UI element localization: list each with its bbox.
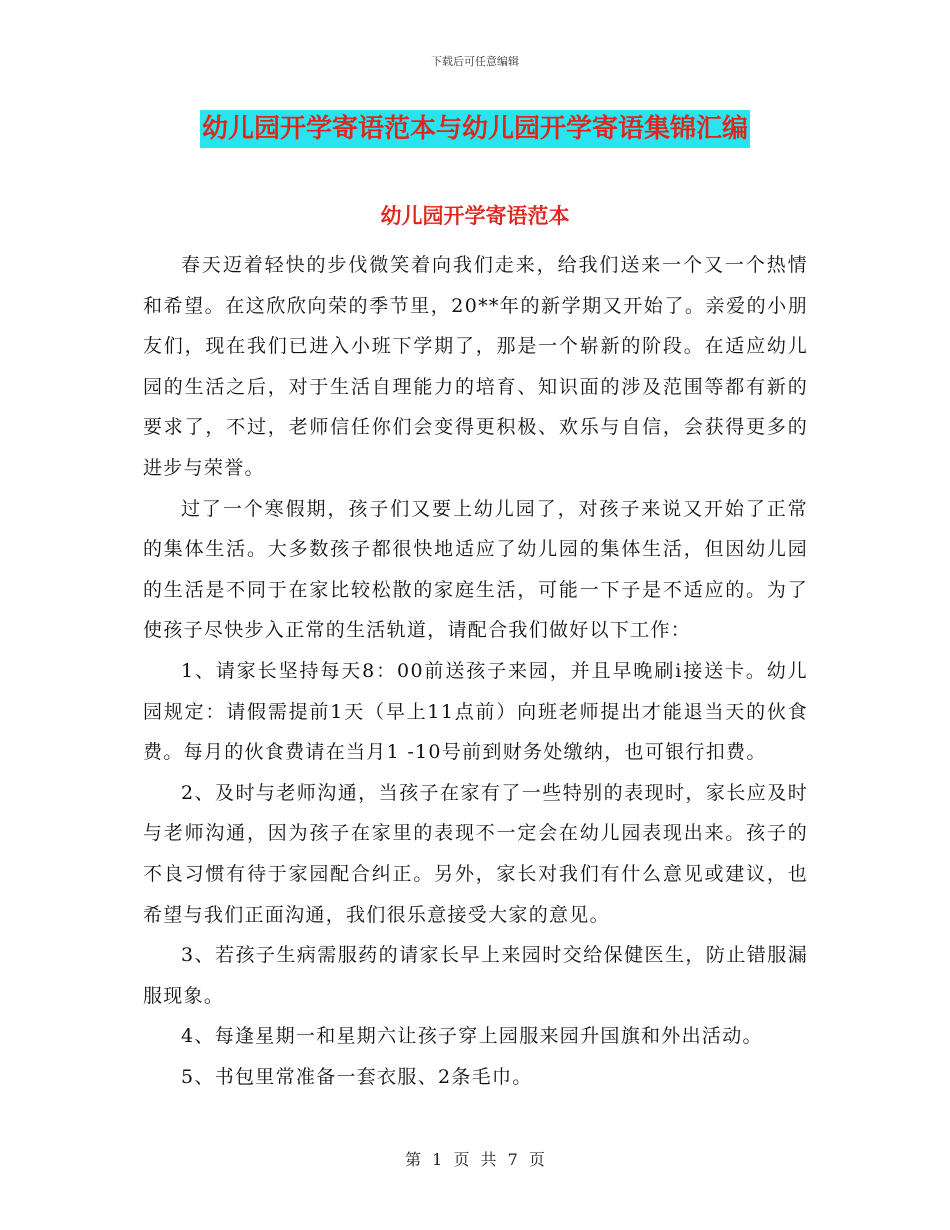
paragraph-item-5: 5、书包里常准备一套衣服、2条毛巾。 — [181, 1065, 533, 1088]
document-body — [143, 245, 808, 1097]
paragraph-intro: 春天迈着轻快的步伐微笑着向我们走来，给我们送来一个又一个热情和希望。在这欣欣向荣的季节里，20**年的新学期又开始了。亲爱的小朋友们，现在我们已进入小班下学期了，那是一个崭新的阶段。在适应幼儿园的生活之后，对于生活自理能力的培育、知识面的涉及范围等都有新的要求了，不过，老师信任你们会变得更积极、欢乐与自信，会获得更多的进步与荣誉。 — [143, 254, 808, 479]
title-wrapper — [0, 110, 950, 148]
document-title: 幼儿园开学寄语范本与幼儿园开学寄语集锦汇编 — [200, 110, 750, 148]
section-title: 幼儿园开学寄语范本 — [380, 203, 570, 228]
paragraph-item-1: 1、请家长坚持每天8：00前送孩子来园，并且早晚刷i接送卡。幼儿园规定：请假需提前1天（早上11点前）向班老师提出才能退当天的伙食费。每月的伙食费请在当月1 -10号前到财务处缴纳，也可银行扣费。 — [143, 659, 808, 764]
paragraph-winter-break: 过了一个寒假期，孩子们又要上幼儿园了，对孩子来说又开始了正常的集体生活。大多数孩子都很快地适应了幼儿园的集体生活，但因幼儿园的生活是不同于在家比较松散的家庭生活，可能一下子是不适应的。为了使孩子尽快步入正常的生活轨道，请配合我们做好以下工作： — [143, 497, 808, 642]
page-footer: 第 1 页 共 7 页 — [405, 1150, 545, 1169]
paragraph-item-2: 2、及时与老师沟通，当孩子在家有了一些特别的表现时，家长应及时与老师沟通，因为孩子在家里的表现不一定会在幼儿园表现出来。孩子的不良习惯有待于家园配合纠正。另外，家长对我们有什么意见或建议，也希望与我们正面沟通，我们很乐意接受大家的意见。 — [143, 781, 808, 926]
paragraph-item-4: 4、每逢星期一和星期六让孩子穿上园服来园升国旗和外出活动。 — [181, 1025, 763, 1048]
paragraph-item-3: 3、若孩子生病需服药的请家长早上来园时交给保健医生，防止错服漏服现象。 — [143, 944, 808, 1007]
header-note: 下载后可任意编辑 — [431, 55, 519, 68]
